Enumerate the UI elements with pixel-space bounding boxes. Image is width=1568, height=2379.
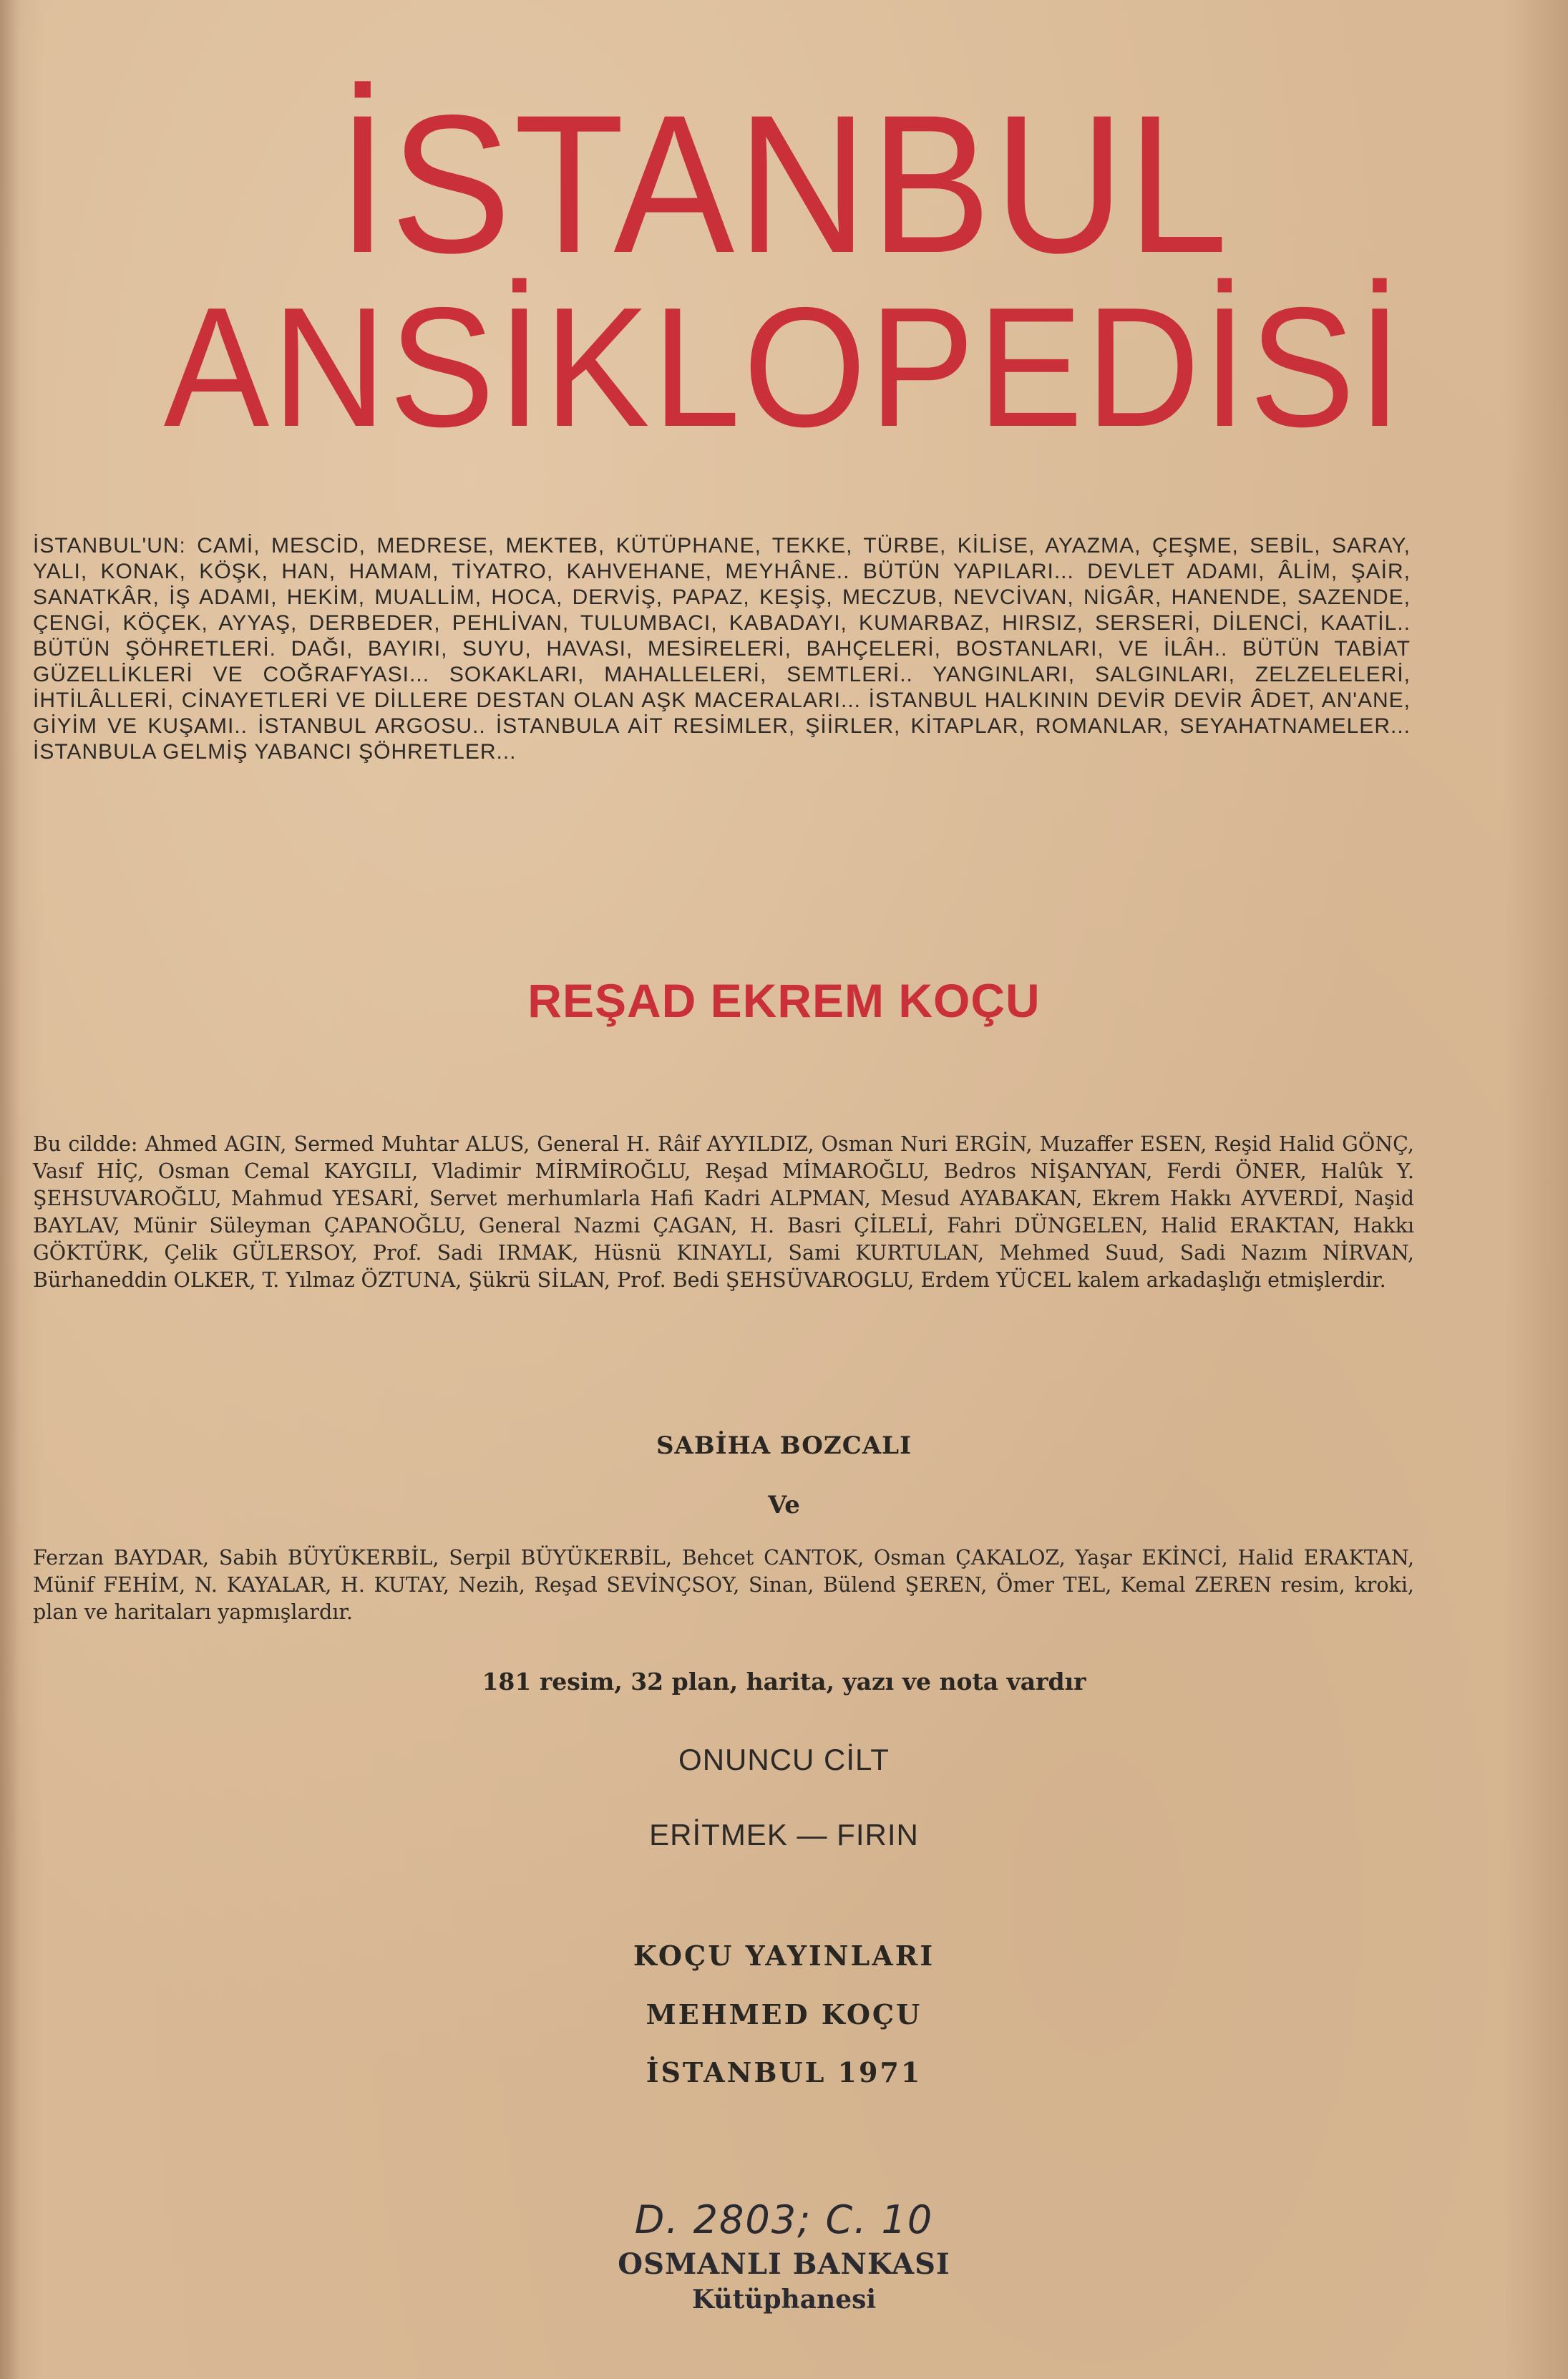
publisher-person: MEHMED KOÇU	[646, 1998, 922, 2030]
author-name: REŞAD EKREM KOÇU	[527, 974, 1041, 1027]
contributors-paragraph: Bu cildde: Ahmed AGIN, Sermed Muhtar ALUS, General H. Râif AYYILDIZ, Osman Nuri ERGİN, Muzaffer ESEN, Reşid Halid GÖNÇ, Vasıf HİÇ, Osman Cemal KAYGILI, Vladimir MİRMİROĞLU, Reşad MİMAROĞLU, Bedros NİŞANYAN, Ferdi ÖNER, Halûk Y. ŞEHSUVAROĞLU, Mahmud YESARİ, Servet merhumlarla Hafi Kadri ALPMAN, Mesud AYABAKAN, Ekrem Hakkı AYVERDİ, Naşid BAYLAV, Münir Süleyman ÇAPANOĞLU, General Nazmi ÇAGAN, H. Basri ÇİLELİ, Fahri DÜNGELEN, Halid ERAKTAN, Hakkı GÖKTÜRK, Çelik GÜLERSOY, Prof. Sadi IRMAK, Hüsnü KINAYLI, Sami KURTULAN, Mehmed Suud, Sadi Nazım NİRVAN, Bürhaneddin OLKER, T. Yılmaz ÖZTUNA, Şükrü SİLAN, Prof. Bedi ŞEHSÜVAROGLU, Erdem YÜCEL kalem arkadaşlığı etmişlerdir.	[33, 1132, 1414, 1292]
publisher-place-year: İSTANBUL 1971	[646, 2056, 922, 2088]
entry-range: ERİTMEK — FIRIN	[649, 1818, 919, 1852]
illustrator-name: SABİHA BOZCALI	[656, 1431, 912, 1460]
volume-label: ONUNCU CİLT	[678, 1743, 890, 1776]
conjunction-ve: Ve	[768, 1491, 800, 1519]
drawers-paragraph: Ferzan BAYDAR, Sabih BÜYÜKERBİL, Serpil BÜYÜKERBİL, Behcet CANTOK, Osman ÇAKALOZ, Yaşar EKİNCİ, Halid ERAKTAN, Münif FEHİM, N. KAYALAR, H. KUTAY, Nezih, Reşad SEVİNÇSOY, Sinan, Bülend ŞEREN, Ömer TEL, Kemal ZEREN resim, kroki, plan ve haritaları yapmışlardır.	[33, 1546, 1414, 1624]
library-stamp-sub: Kütüphanesi	[691, 2285, 877, 2315]
library-stamp-name: OSMANLI BANKASI	[618, 2247, 950, 2281]
publisher-name: KOÇU YAYINLARI	[633, 1940, 935, 1972]
library-call-number: D. 2803; C. 10	[634, 2197, 934, 2242]
subject-list: İSTANBUL'UN: CAMİ, MESCİD, MEDRESE, MEKTEB, KÜTÜPHANE, TEKKE, TÜRBE, KİLİSE, AYAZMA, ÇEŞME, SEBİL, SARAY, YALI, KONAK, KÖŞK, HAN, HAMAM, TİYATRO, KAHVEHANE, MEYHÂNE.. BÜTÜN YAPILARI... DEVLET ADAMI, ÂLİM, ŞAİR, SANATKÂR, İŞ ADAMI, HEKİM, MUALLİM, HOCA, DERVİŞ, PAPAZ, KEŞİŞ, MECZUB, NEVCİVAN, NİGÂR, HANENDE, SAZENDE, ÇENGİ, KÖÇEK, AYYAŞ, DERBEDER, PEHLİVAN, TULUMBACI, KABADAYI, KUMARBAZ, HIRSIZ, SERSERİ, DİLENCİ, KAATİL.. BÜTÜN ŞÖHRETLERİ. DAĞI, BAYIRI, SUYU, HAVASI, MESİRELERİ, BAHÇELERİ, BOSTANLARI, VE İLÂH.. BÜTÜN TABİAT GÜZELLİKLERİ VE COĞRAFYASI... SOKAKLARI, MAHALLELERİ, SEMTLERİ.. YANGINLARI, SALGINLARI, ZELZELELERİ, İHTİLÂLLERİ, CİNAYETLERİ VE DİLLERE DESTAN OLAN AŞK MACERALARI... İSTANBUL HALKININ DEVİR DEVİR ÂDET, AN'ANE, GİYİM VE KUŞAMI.. İSTANBUL ARGOSU.. İSTANBULA AİT RESİMLER, ŞİİRLER, KİTAPLAR, ROMANLAR, SEYAHATNAMELER... İSTANBULA GELMİŞ YABANCI ŞÖHRETLER...	[33, 534, 1411, 764]
title-line-1: İSTANBUL	[337, 74, 1231, 294]
title-line-2: ANSİKLOPEDİSİ	[163, 273, 1405, 462]
illustration-counts: 181 resim, 32 plan, harita, yazı ve nota vardır	[482, 1668, 1086, 1696]
